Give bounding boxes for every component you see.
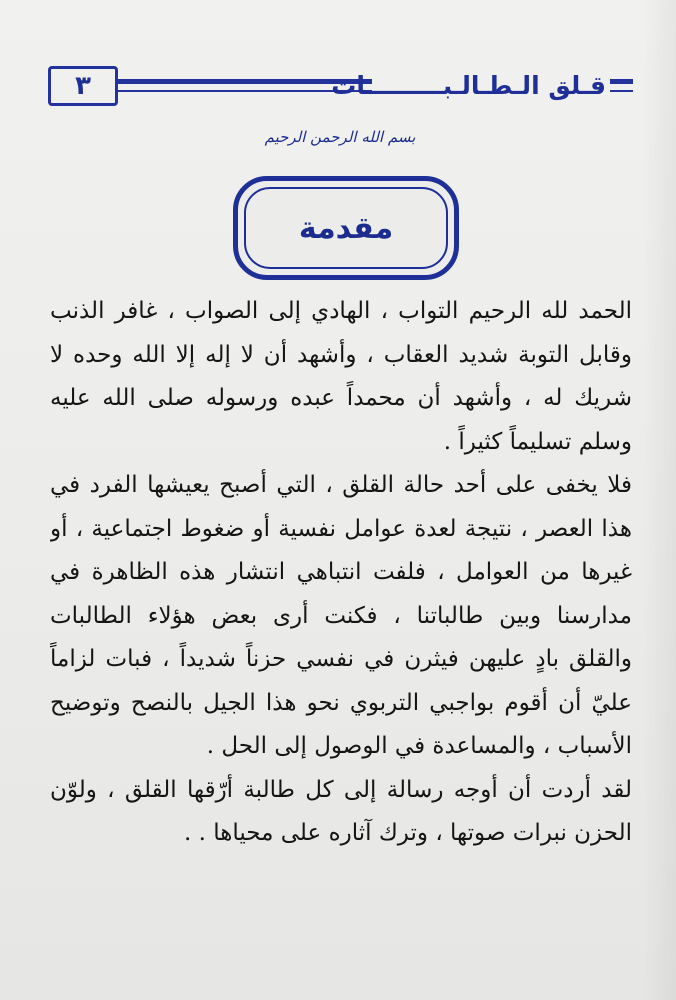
page-number: ٣ <box>48 66 118 106</box>
running-title: قـلق الـطـالـبـــــــــات <box>331 71 606 100</box>
section-title: مقدمة <box>298 210 394 246</box>
section-title-frame <box>233 176 459 280</box>
running-header <box>48 66 633 108</box>
basmala-calligraphy: بسم الله الرحمن الرحيم <box>264 128 416 146</box>
paragraph-opening: الحمد لله الرحيم التواب ، الهادي إلى الصواب ، غافر الذنب وقابل التوبة شديد العقاب ، وأشهد أن لا إله إلا الله وحده لا شريك له ، وأشهد أن محمداً عبده ورسوله صلى الله عليه وسلم تسليماً كثيراً . <box>50 298 632 455</box>
body-text <box>50 290 632 930</box>
header-rule-right <box>610 79 633 84</box>
header-rule-right-thin <box>610 90 633 92</box>
paragraph-anxiety: فلا يخفى على أحد حالة القلق ، التي أصبح يعيشها الفرد في هذا العصر ، نتيجة لعدة عوامل نفسية أو ضغوط اجتماعية ، أو غيرها من العوامل ، فلفت انتباهي انتشار هذه الظاهرة في مدارسنا وبين طالباتنا ، فكنت أرى بعض هؤلاء الطالبات والقلق بادٍ عليهن فيثرن في نفسي حزناً شديداً ، فبات لزاماً عليّ أن أقوم بواجبي التربوي نحو هذا الجيل بالنصح وتوضيح الأسباب ، والمساعدة في الوصول إلى الحل . <box>50 472 632 759</box>
page-spine-shadow <box>642 0 676 1000</box>
paragraph-message: لقد أردت أن أوجه رسالة إلى كل طالبة أرّقها القلق ، ولوّن الحزن نبرات صوتها ، وترك آثاره على محياها . . <box>50 776 632 846</box>
